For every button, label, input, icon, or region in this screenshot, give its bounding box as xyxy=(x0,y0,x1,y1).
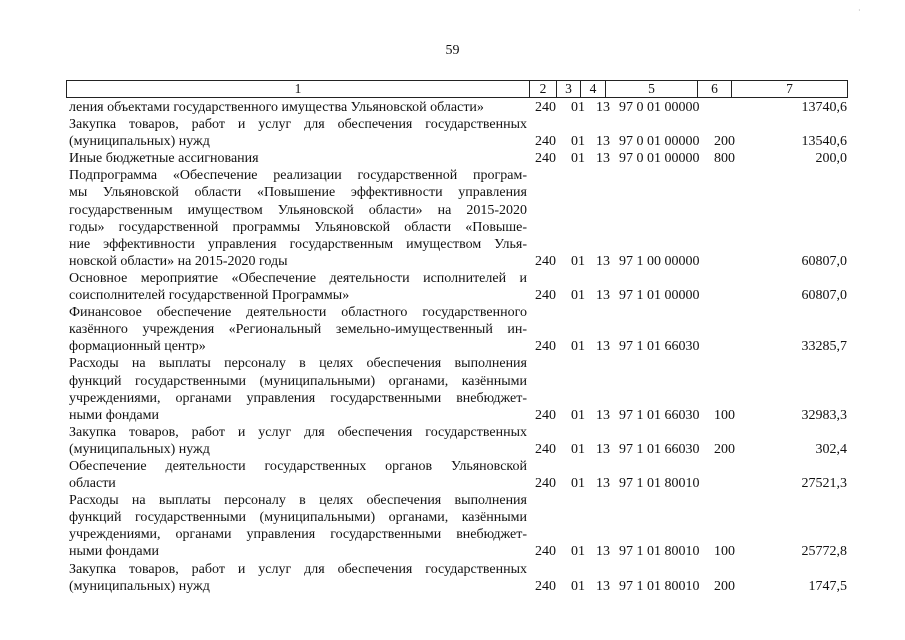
row-description-line: ления объектами государственного имущества Ульяновской области» xyxy=(69,100,484,115)
section-code: 01 xyxy=(571,100,585,115)
expense-type-code: 100 xyxy=(714,407,735,423)
amount: 13740,6 xyxy=(801,100,847,115)
section-code: 01 xyxy=(571,407,585,423)
expense-type-code: 200 xyxy=(714,134,735,150)
target-article-code: 97 0 01 00000 xyxy=(619,134,700,150)
table-row xyxy=(0,492,905,560)
row-codes xyxy=(0,287,905,304)
section-code: 01 xyxy=(571,476,585,492)
section-code: 01 xyxy=(571,441,585,457)
subsection-code: 13 xyxy=(596,253,610,269)
row-description-line: Закупка товаров, работ и услуг для обеспечения государственных xyxy=(69,424,527,440)
target-article-code: 97 0 01 00000 xyxy=(619,100,700,115)
grbs-code: 240 xyxy=(535,253,556,269)
target-article-code: 97 1 01 80010 xyxy=(619,578,700,594)
table-row xyxy=(0,561,905,595)
subsection-code: 13 xyxy=(596,441,610,457)
amount: 25772,8 xyxy=(801,544,847,560)
row-description-line: Основное мероприятие «Обеспечение деятельности исполнителей и xyxy=(69,270,527,286)
grbs-code: 240 xyxy=(535,134,556,150)
row-description-line: соисполнителей государственной Программы» xyxy=(69,288,350,304)
expense-type-code: 200 xyxy=(714,441,735,457)
grbs-code: 240 xyxy=(535,544,556,560)
row-codes xyxy=(0,150,905,167)
row-description-line: (муниципальных) нужд xyxy=(69,134,210,150)
amount: 32983,3 xyxy=(801,407,847,423)
subsection-code: 13 xyxy=(596,134,610,150)
expense-type-code: 800 xyxy=(714,151,735,167)
subsection-code: 13 xyxy=(596,100,610,115)
section-code: 01 xyxy=(571,544,585,560)
grbs-code: 240 xyxy=(535,578,556,594)
subsection-code: 13 xyxy=(596,544,610,560)
budget-table-body xyxy=(0,99,905,595)
table-row xyxy=(0,424,905,458)
column-header-5: 5 xyxy=(606,81,698,98)
row-description-line: ными фондами xyxy=(69,407,160,423)
row-codes xyxy=(0,475,905,492)
row-description-line: Закупка товаров, работ и услуг для обеспечения государственных xyxy=(69,561,527,577)
column-header-7: 7 xyxy=(732,81,848,98)
table-row xyxy=(0,304,905,355)
page-number: 59 xyxy=(445,43,460,58)
section-code: 01 xyxy=(571,134,585,150)
row-description-line: ными фондами xyxy=(69,544,160,560)
section-code: 01 xyxy=(571,578,585,594)
column-header-4: 4 xyxy=(581,81,606,98)
expense-type-code: 100 xyxy=(714,544,735,560)
target-article-code: 97 1 01 66030 xyxy=(619,441,700,457)
grbs-code: 240 xyxy=(535,407,556,423)
table-row xyxy=(0,99,905,116)
row-description-line: Расходы на выплаты персоналу в целях обеспечения выполнения xyxy=(69,493,527,509)
row-description-line: учреждениями, органами управления государственными внебюджет- xyxy=(69,527,527,543)
row-description-line: формационный центр» xyxy=(69,339,206,355)
row-description-line: Иные бюджетные ассигнования xyxy=(69,151,259,167)
row-codes xyxy=(0,441,905,458)
amount: 13540,6 xyxy=(801,134,847,150)
amount: 33285,7 xyxy=(801,339,847,355)
amount: 302,4 xyxy=(815,441,847,457)
subsection-code: 13 xyxy=(596,476,610,492)
column-header-1: 1 xyxy=(67,81,530,98)
table-row xyxy=(0,270,905,304)
column-header-3: 3 xyxy=(557,81,581,98)
row-codes xyxy=(0,99,905,116)
row-description-line: ние эффективности управления государственным имуществом Улья- xyxy=(69,236,527,252)
row-description-line: (муниципальных) нужд xyxy=(69,578,210,594)
target-article-code: 97 1 01 66030 xyxy=(619,407,700,423)
section-code: 01 xyxy=(571,288,585,304)
target-article-code: 97 1 01 80010 xyxy=(619,544,700,560)
grbs-code: 240 xyxy=(535,100,556,115)
row-codes xyxy=(0,543,905,560)
section-code: 01 xyxy=(571,339,585,355)
row-description-line: области xyxy=(69,476,116,492)
column-header-row xyxy=(67,81,848,98)
row-description-line: мы Ульяновской области «Повышение эффективности управления xyxy=(69,185,527,201)
section-code: 01 xyxy=(571,253,585,269)
column-header-2: 2 xyxy=(530,81,557,98)
row-description-line: новской области» на 2015-2020 годы xyxy=(69,253,288,269)
amount: 60807,0 xyxy=(801,253,847,269)
row-description-line: Закупка товаров, работ и услуг для обеспечения государственных xyxy=(69,117,527,133)
column-header-6: 6 xyxy=(698,81,732,98)
target-article-code: 97 0 01 00000 xyxy=(619,151,700,167)
row-description-line: Финансовое обеспечение деятельности областного государственного xyxy=(69,305,527,321)
target-article-code: 97 1 01 66030 xyxy=(619,339,700,355)
row-codes xyxy=(0,407,905,424)
subsection-code: 13 xyxy=(596,151,610,167)
subsection-code: 13 xyxy=(596,578,610,594)
row-description-line: Обеспечение деятельности государственных органов Ульяновской xyxy=(69,458,527,474)
amount: 27521,3 xyxy=(801,476,847,492)
row-description-line: функций государственными (муниципальными) органами, казёнными xyxy=(69,510,527,526)
amount: 200,0 xyxy=(815,151,847,167)
table-row xyxy=(0,150,905,167)
row-codes xyxy=(0,338,905,355)
column-header-table xyxy=(66,80,848,98)
table-row xyxy=(0,355,905,423)
subsection-code: 13 xyxy=(596,339,610,355)
row-codes xyxy=(0,253,905,270)
row-codes xyxy=(0,133,905,150)
row-description-line: Расходы на выплаты персоналу в целях обеспечения выполнения xyxy=(69,356,527,372)
scan-mark: · xyxy=(858,6,861,15)
table-row xyxy=(0,116,905,150)
row-description-line: (муниципальных) нужд xyxy=(69,441,210,457)
amount: 60807,0 xyxy=(801,288,847,304)
row-description-line: государственным имуществом Ульяновской области» на 2015-2020 xyxy=(69,202,527,218)
target-article-code: 97 1 01 80010 xyxy=(619,476,700,492)
table-row xyxy=(0,458,905,492)
amount: 1747,5 xyxy=(808,578,847,594)
row-description-line: казённого учреждения «Региональный земельно-имущественный ин- xyxy=(69,322,527,338)
grbs-code: 240 xyxy=(535,476,556,492)
row-description-line: Подпрограмма «Обеспечение реализации государственной програм- xyxy=(69,168,527,184)
expense-type-code: 200 xyxy=(714,578,735,594)
grbs-code: 240 xyxy=(535,339,556,355)
row-codes xyxy=(0,578,905,595)
grbs-code: 240 xyxy=(535,441,556,457)
row-description-line: функций государственными (муниципальными) органами, казёнными xyxy=(69,373,527,389)
target-article-code: 97 1 01 00000 xyxy=(619,288,700,304)
row-description-line: учреждениями, органами управления государственными внебюджет- xyxy=(69,390,527,406)
grbs-code: 240 xyxy=(535,288,556,304)
grbs-code: 240 xyxy=(535,151,556,167)
section-code: 01 xyxy=(571,151,585,167)
table-row xyxy=(0,167,905,270)
row-description-line: годы» государственной программы Ульяновской области «Повыше- xyxy=(69,219,527,235)
target-article-code: 97 1 00 00000 xyxy=(619,253,700,269)
subsection-code: 13 xyxy=(596,407,610,423)
subsection-code: 13 xyxy=(596,288,610,304)
